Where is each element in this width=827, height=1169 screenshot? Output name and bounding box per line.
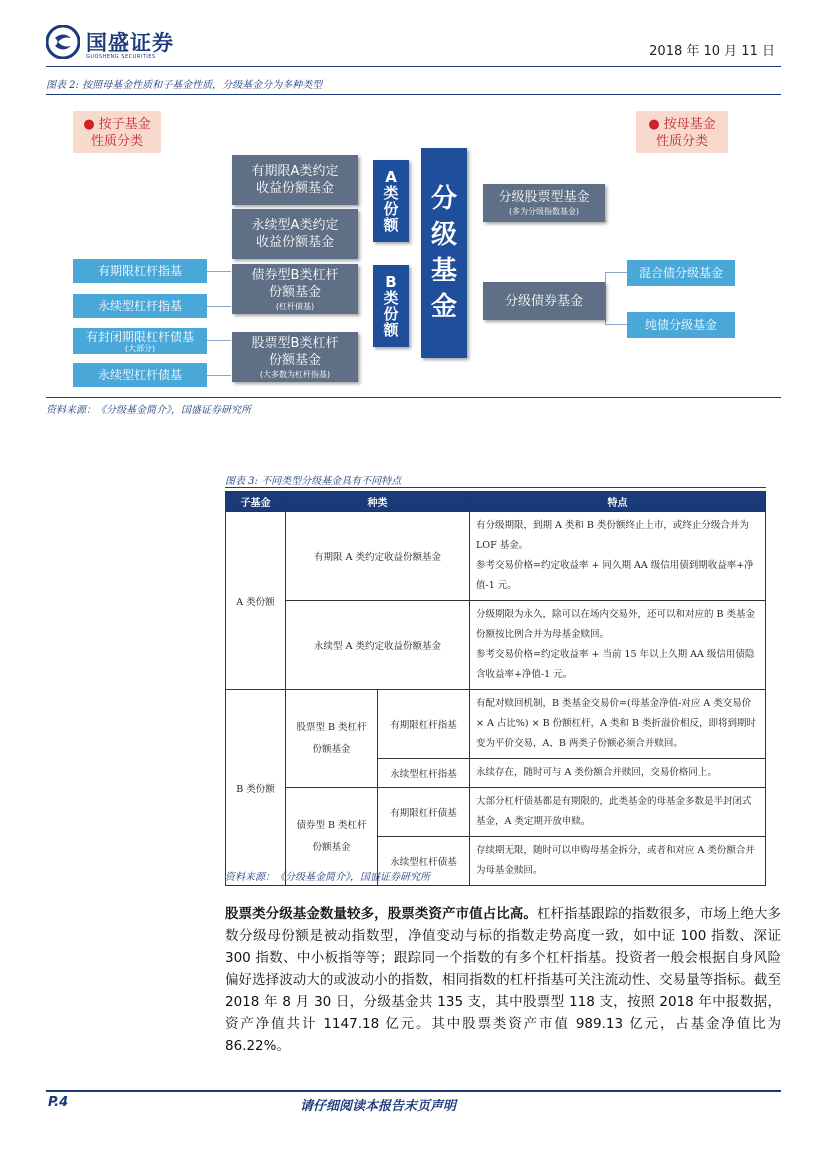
b-share-cell: B 类份额 (226, 690, 286, 886)
figure3-caption: 图表 3: 不同类型分级基金具有不同特点 (225, 476, 402, 487)
tag-by-parentfund: ● 按母基金 性质分类 (636, 111, 728, 153)
page-number: P.4 (48, 1095, 69, 1110)
col-header: 种类 (286, 492, 470, 512)
fund-features-table (225, 491, 766, 886)
perp-lev-bond-box: 永续型杠杆债基 (73, 363, 207, 387)
connector (207, 340, 231, 341)
graded-stock-fund-box: 分级股票型基金 (多为分级指数基金) (483, 184, 605, 222)
table-row (226, 690, 766, 759)
company-name-en: GUOSHENG SECURITIES (86, 54, 156, 60)
perp-lev-index-box: 永续型杠杆指基 (73, 294, 207, 318)
a-share-label: A 类 份 额 (373, 160, 409, 242)
a-fixed-term-box: 有期限A类约定 收益份额基金 (232, 155, 358, 205)
col-header: 特点 (470, 492, 766, 512)
type-cell: 有期限 A 类约定收益份额基金 (286, 512, 470, 601)
type-cell: 永续型杠杆债基 (378, 837, 470, 886)
figure3-source: 资料来源：《分级基金简介》，国盛证券研究所 (225, 872, 430, 883)
report-date: 2018 年 10 月 11 日 (649, 44, 775, 59)
footer-rule (46, 1090, 781, 1092)
b-bond-box: 债券型B类杠杆 份额基金 (杠杆债基) (232, 264, 358, 314)
type-cell: 永续型 A 类约定收益份额基金 (286, 601, 470, 690)
a-perpetual-box: 永续型A类约定 收益份额基金 (232, 209, 358, 259)
feature-cell: 永续存在，随时可与 A 类份额合并赎回，交易价格同上。 (470, 759, 766, 788)
type-cell: 有期限杠杆债基 (378, 788, 470, 837)
connector (207, 306, 231, 307)
connector (207, 375, 231, 376)
feature-cell: 存续期无限，随时可以申购母基金拆分，或者和对应 A 类份额合并为母基金赎回。 (470, 837, 766, 886)
company-name: 国盛证券 (86, 31, 174, 55)
group-cell: 债券型 B 类杠杆份额基金 (286, 788, 378, 886)
company-logo-icon (46, 25, 80, 59)
figure2-source: 资料来源：《分级基金简介》，国盛证券研究所 (46, 405, 251, 416)
table-row (226, 788, 766, 837)
type-cell: 有期限杠杆指基 (378, 690, 470, 759)
graded-bond-fund-box: 分级债券基金 (483, 282, 605, 320)
feature-cell: 大部分杠杆债基都是有期限的，此类基金的母基金多数是半封闭式基金，A 类定期开放申赎。 (470, 788, 766, 837)
graded-fund-center: 分 级 基 金 (421, 148, 467, 358)
b-share-label: B 类 份 额 (373, 265, 409, 347)
figure2-bottom-rule (46, 397, 781, 398)
type-cell: 永续型杠杆指基 (378, 759, 470, 788)
connector (207, 271, 231, 272)
figure3-rule (225, 487, 766, 488)
b-stock-box: 股票型B类杠杆 份额基金 (大多数为杠杆指基) (232, 332, 358, 382)
tag-by-subfund: ● 按子基金 性质分类 (73, 111, 161, 153)
pure-bond-graded-box: 纯债分级基金 (627, 312, 735, 338)
header-rule (46, 66, 781, 67)
feature-cell: 分级期限为永久，除可以在场内交易外，还可以和对应的 B 类基金份额按比例合并为母基金赎回。 参考交易价格=约定收益率 + 当前 15 年以上久期 AA 级信用债隐含收益率+净值-1 元。 (470, 601, 766, 690)
body-paragraph (225, 903, 781, 1057)
table-row (226, 512, 766, 601)
fixed-lev-index-box: 有期限杠杆指基 (73, 259, 207, 283)
feature-cell: 有分级期限，到期 A 类和 B 类份额终止上市，或终止分级合并为 LOF 基金。 参考交易价格=约定收益率 + 同久期 AA 级信用债到期收益率+净值-1 元。 (470, 512, 766, 601)
a-share-cell: A 类份额 (226, 512, 286, 690)
hybrid-bond-graded-box: 混合债分级基金 (627, 260, 735, 286)
paragraph-lead: 股票类分级基金数量较多，股票类资产市值占比高。 (225, 906, 537, 922)
table-header-row (226, 492, 766, 512)
figure2-caption: 图表 2: 按照母基金性质和子基金性质，分级基金分为多种类型 (46, 80, 323, 91)
feature-cell: 有配对赎回机制，B 类基金交易价=(母基金净值-对应 A 类交易价 × A 占比%) × B 份额杠杆，A 类和 B 类折溢价相反，即将到期时变为平价交易，A、B 两类子份额必须合并赎回。 (470, 690, 766, 759)
connector (605, 272, 627, 325)
group-cell: 股票型 B 类杠杆份额基金 (286, 690, 378, 788)
figure2-rule (46, 94, 781, 95)
closed-lev-bond-box: 有封闭期限杠杆债基 (大部分) (73, 328, 207, 354)
paragraph-text: 杠杆指基跟踪的指数很多，市场上绝大多数分级母份额是被动指数型，净值变动与标的指数走势高度一致，如中证 100 指数、深证 300 指数、中小板指等等；跟踪同一个指数的有多个杠杆指基。投资者一般会根据自身风险偏好选择波动大的或波动小的指数，相同指数的杠杆指基可关注流动性、交易量等指标。截至 2018 年 8 月 30 日，分级基金共 135 支，其中股票型 118 支，按照 2018 年中报数据，资产净值共计 1147.18 亿元。其中股票类资产市值 989.13 亿元，占基金净值比为 86.22%。 (225, 906, 781, 1054)
table-row (226, 601, 766, 690)
col-header: 子基金 (226, 492, 286, 512)
disclaimer-notice: 请仔细阅读本报告末页声明 (300, 1099, 457, 1114)
